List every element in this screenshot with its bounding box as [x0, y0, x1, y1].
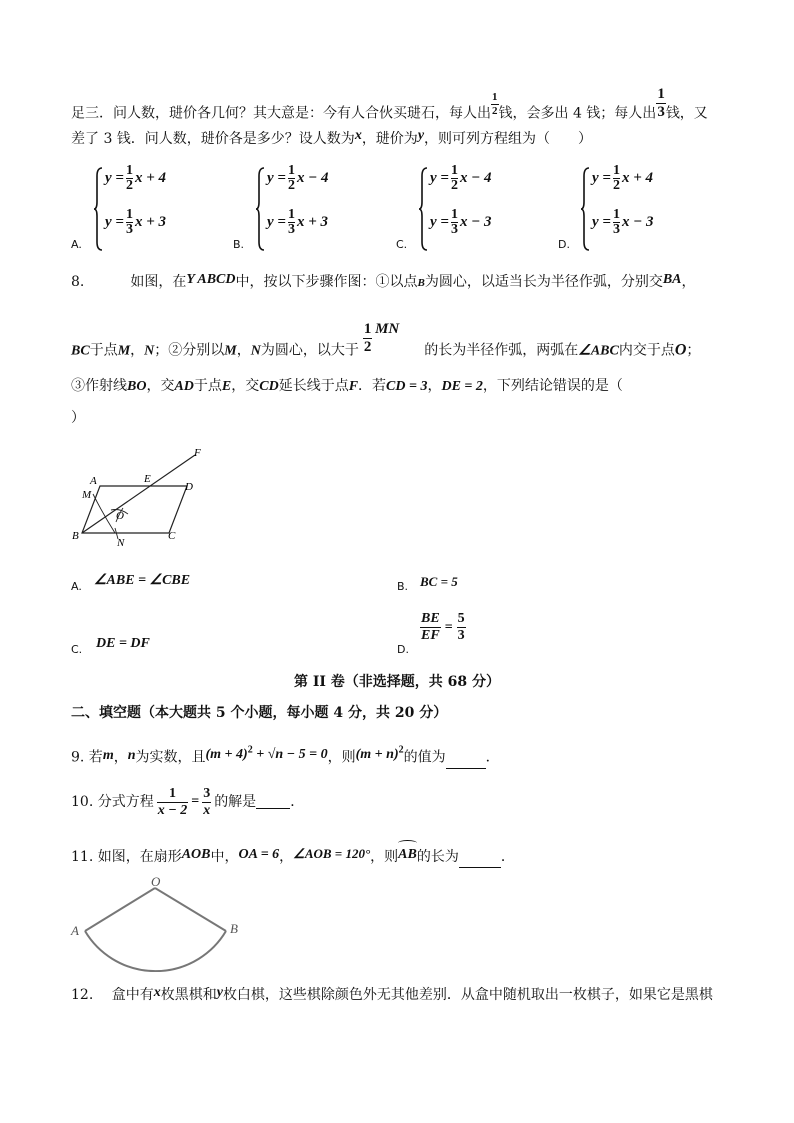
half-fraction: $\frac{1}{2}$: [492, 91, 498, 117]
q8-option-a: ∠ABE = ∠CBE: [94, 573, 191, 588]
brace-icon: [255, 166, 265, 252]
parallelogram-figure: [68, 442, 218, 552]
q7-option-c[interactable]: [418, 164, 568, 254]
equation-2: y = $\frac{1}{3}$ x + 3: [105, 207, 167, 237]
equation-1: y = $\frac{1}{2}$ x − 4: [267, 163, 329, 193]
half-mn-fraction: $\frac{1 MN}{2}$: [363, 321, 400, 355]
label-b: B: [72, 530, 79, 542]
q8-line3: ③作射线BO，交AD于点E，交CD延长线于点F．若CD = 3，DE = 2，下列结论错误的是（: [71, 378, 623, 394]
q7-option-label-b: B.: [233, 238, 245, 251]
sector-figure: [66, 874, 246, 972]
q7-option-a[interactable]: [93, 164, 243, 254]
equation-1: y = $\frac{1}{2}$ x + 4: [105, 163, 167, 193]
q7-option-b[interactable]: [255, 163, 408, 254]
q8-line2: BC于点M，N；②分别以M，N为圆心，以大于 $\frac{1 MN}{2}$ 的长为半径作弧，两弧在∠ABC内交于点O；: [71, 321, 701, 359]
equation-2: y = $\frac{1}{3}$ x + 3: [267, 207, 329, 237]
q8-option-d: $\frac{BE}{EF}$ = $\frac{5}{3}$: [421, 611, 465, 643]
label-a: A: [90, 475, 97, 487]
label-m: M: [82, 489, 92, 501]
radius-ob: [155, 888, 226, 931]
brace-icon: [580, 166, 590, 252]
q7-option-label-a: A.: [71, 238, 82, 251]
ray-bf: [82, 455, 195, 533]
label-n: N: [117, 537, 125, 549]
q7-option-label-d: D.: [558, 238, 570, 251]
equation-2: y = $\frac{1}{3}$ x − 3: [430, 207, 492, 237]
q7-option-label-c: C.: [396, 238, 408, 251]
label-o: O: [116, 510, 124, 522]
third-fraction: $\frac{1}{3}$: [657, 86, 665, 120]
q8-option-c: DE = DF: [96, 636, 150, 651]
q8-line4: ）: [71, 410, 85, 426]
q8-option-d-label: D.: [397, 643, 409, 656]
q8-option-b: BC = 5: [420, 574, 458, 589]
q8-option-a-label: A.: [71, 580, 82, 593]
q10-answer-blank[interactable]: [256, 795, 290, 809]
q7-line1: 足三．问人数，琎价各几何？其大意是：今有人合伙买琎石，每人出 $\frac{1}{2}$ 钱，会多出 4 钱；每人出 $\frac{1}{3}$ 钱，又: [71, 86, 708, 122]
fill-blank-header: 二、填空题（本大题共 5 个小题，每小题 4 分，共 20 分）: [71, 705, 448, 721]
q7-option-d[interactable]: [580, 164, 730, 254]
brace-icon: [93, 166, 103, 252]
q11-line: 11. 如图，在扇形AOB中，OA = 6，∠AOB = 120°，则 AB的长为 ．: [71, 847, 515, 868]
label-a: A: [71, 923, 79, 938]
label-f: F: [194, 447, 201, 459]
q7-line2: 差了 3 钱．问人数，琎价各是多少？设人数为x，琎价为y，则可列方程组为（ ）: [71, 128, 593, 147]
label-c: C: [168, 530, 176, 542]
equation-1: y = $\frac{1}{2}$ x + 4: [592, 163, 654, 193]
q8-line1: 8. 如图，在Y ABCD中，按以下步骤作图：①以点B为圆心，以适当长为半径作弧，分别交BA，: [71, 272, 696, 290]
label-d: D: [185, 481, 193, 493]
q9-answer-blank[interactable]: [446, 755, 486, 769]
brace-icon: [418, 166, 428, 252]
arc-mn: [93, 494, 115, 533]
label-b: B: [230, 921, 238, 936]
label-e: E: [144, 473, 151, 485]
q10-line: 10. 分式方程 $\frac{1}{x - 2}$ = $\frac{3}{x}$ 的解是 ．: [71, 785, 305, 818]
q9-line: 9. 若m，n为实数，且$(m + 4)^2 + √n - 5 = 0$，则$(m + n)^2$的值为 ．: [71, 744, 500, 769]
q11-answer-blank[interactable]: [459, 854, 501, 868]
q12-line: 12. 盒中有x枚黑棋和y枚白棋，这些棋除颜色外无其他差别．从盒中随机取出一枚棋子，如果它是黑棋: [71, 985, 713, 1003]
equation-1: y = $\frac{1}{2}$ x − 4: [430, 163, 492, 193]
q8-option-b-label: B.: [397, 580, 409, 593]
arc-ab: [85, 931, 226, 971]
section-title: 第 II 卷（非选择题，共 68 分）: [293, 674, 501, 690]
q8-option-c-label: C.: [71, 643, 83, 656]
radius-oa: [85, 888, 155, 931]
parallelogram-abcd: [82, 486, 187, 533]
equation-2: y = $\frac{1}{3}$ x − 3: [592, 207, 654, 237]
label-o: O: [151, 874, 161, 889]
